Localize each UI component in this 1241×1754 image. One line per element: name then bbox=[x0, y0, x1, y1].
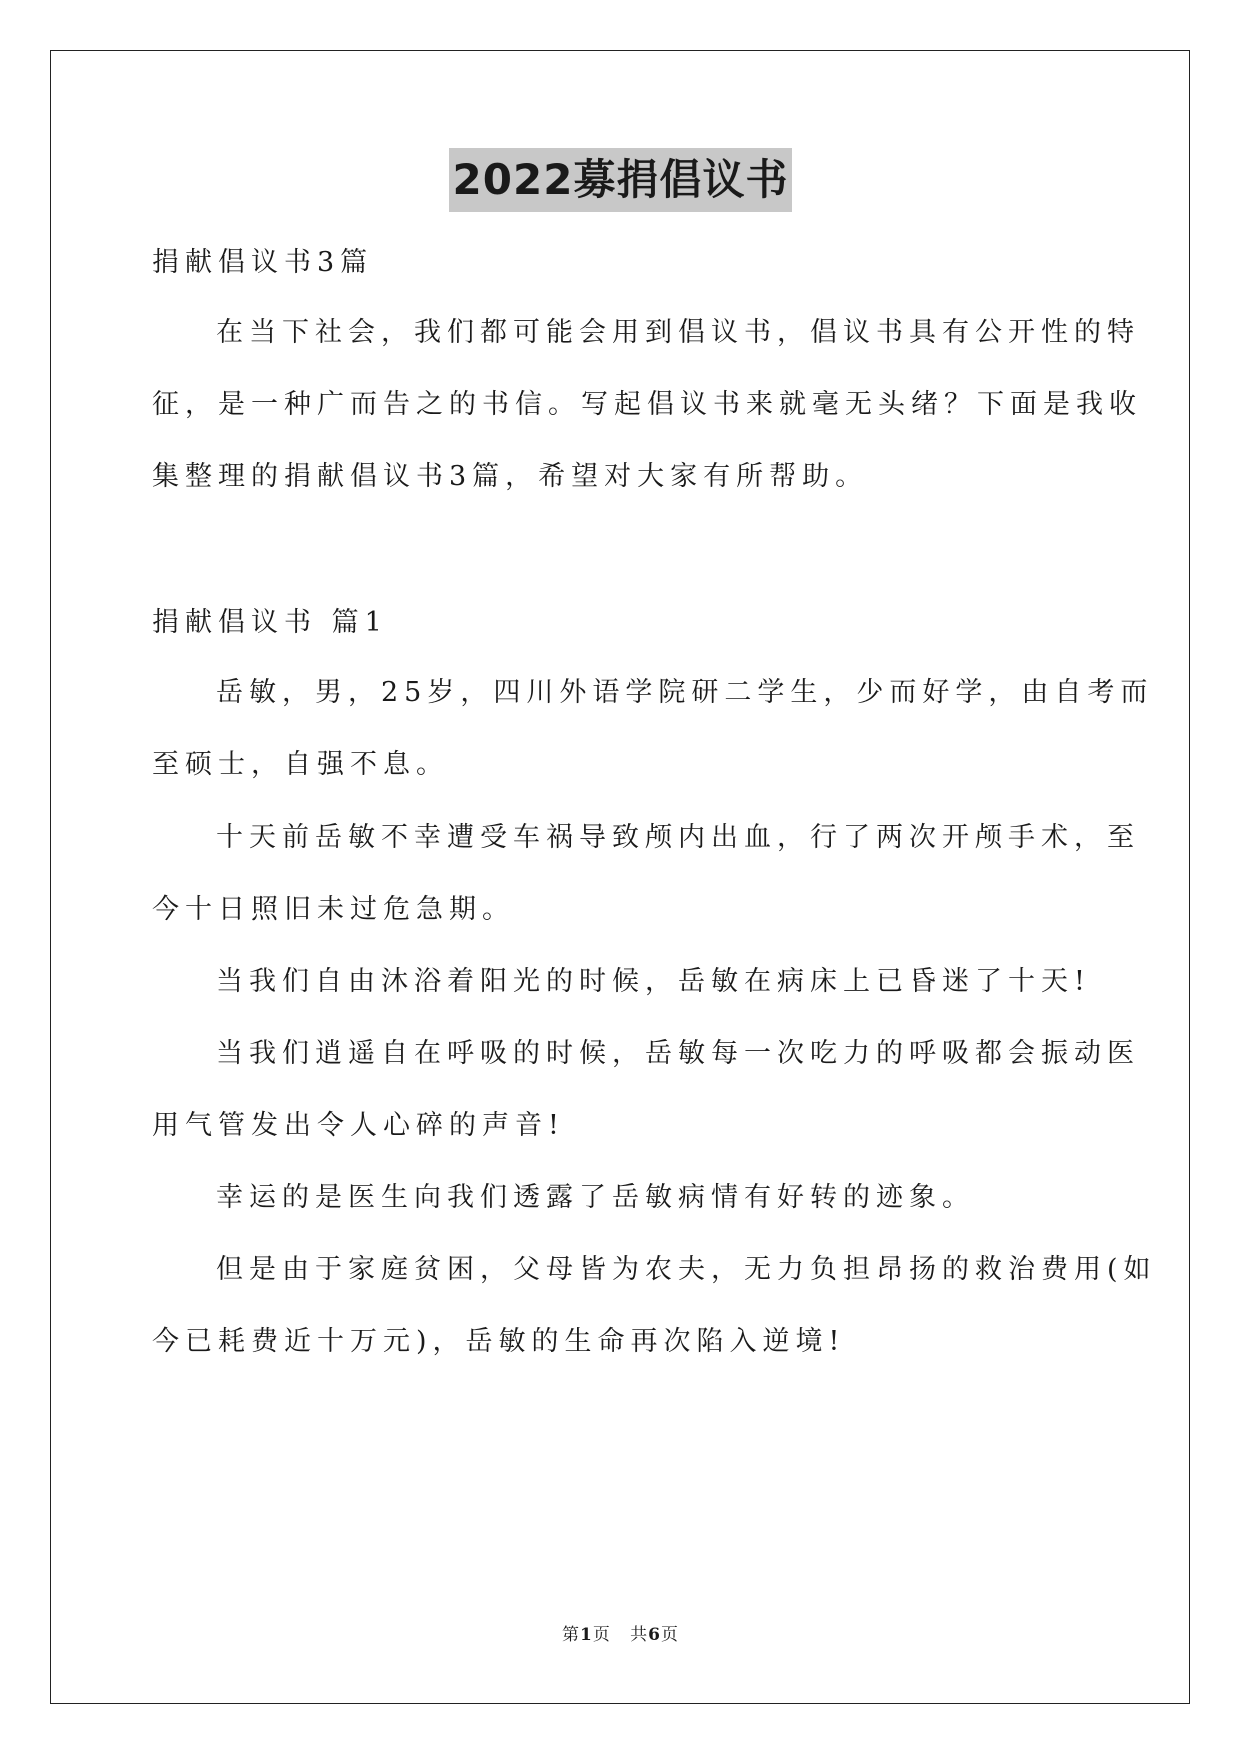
page-border bbox=[50, 50, 1190, 1704]
paragraph-line: 在当下社会，我们都可能会用到倡议书，倡议书具有公开性的特 bbox=[216, 317, 1140, 348]
section-heading: 捐献倡议书 篇1 bbox=[152, 607, 388, 638]
paragraph-line: 征，是一种广而告之的书信。写起倡议书来就毫无头绪？下面是我收 bbox=[152, 389, 1142, 420]
paragraph-line: 十天前岳敏不幸遭受车祸导致颅内出血，行了两次开颅手术，至 bbox=[216, 822, 1140, 853]
total-prefix: 共 bbox=[630, 1625, 649, 1645]
paragraph-line: 集整理的捐献倡议书3篇，希望对大家有所帮助。 bbox=[152, 461, 869, 492]
total-page-number: 6 bbox=[648, 1625, 661, 1645]
page-unit: 页 bbox=[592, 1625, 611, 1645]
paragraph-line: 当我们自由沐浴着阳光的时候，岳敏在病床上已昏迷了十天! bbox=[216, 966, 1091, 997]
paragraph-line: 今十日照旧未过危急期。 bbox=[152, 894, 515, 925]
paragraph-line: 今已耗费近十万元)，岳敏的生命再次陷入逆境! bbox=[152, 1326, 846, 1357]
paragraph-line: 用气管发出令人心碎的声音! bbox=[152, 1110, 565, 1141]
current-page-number: 1 bbox=[580, 1625, 593, 1645]
paragraph-line: 幸运的是医生向我们透露了岳敏病情有好转的迹象。 bbox=[216, 1182, 975, 1213]
paragraph-line: 至硕士，自强不息。 bbox=[152, 749, 449, 780]
total-unit: 页 bbox=[660, 1625, 679, 1645]
paragraph-line: 岳敏，男，25岁，四川外语学院研二学生，少而好学，由自考而 bbox=[216, 677, 1154, 708]
section-heading: 捐献倡议书3篇 bbox=[152, 247, 374, 278]
document-title: 2022募捐倡议书 bbox=[449, 148, 793, 212]
page-prefix: 第 bbox=[562, 1625, 581, 1645]
page-footer bbox=[0, 1620, 1241, 1645]
paragraph-line: 当我们逍遥自在呼吸的时候，岳敏每一次吃力的呼吸都会振动医 bbox=[216, 1038, 1140, 1069]
paragraph-line: 但是由于家庭贫困，父母皆为农夫，无力负担昂扬的救治费用(如 bbox=[216, 1254, 1157, 1285]
title-wrap bbox=[0, 148, 1241, 212]
